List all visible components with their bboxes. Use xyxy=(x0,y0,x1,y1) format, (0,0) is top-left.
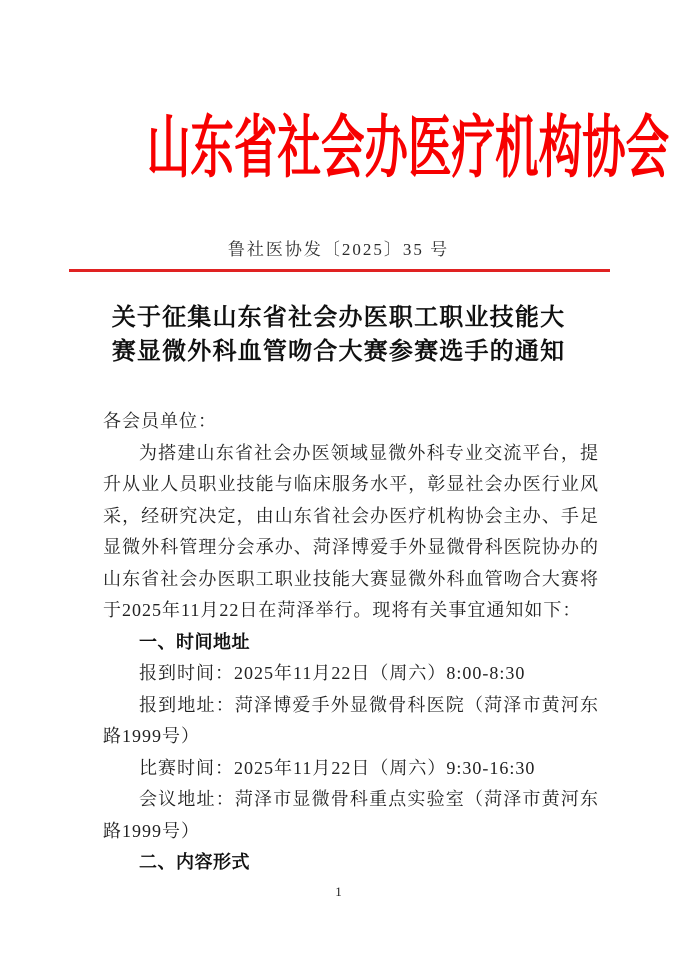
page-number: 1 xyxy=(335,884,342,899)
body-paragraphs xyxy=(103,406,599,879)
association-masthead: 山东省社会办医疗机构协会 xyxy=(146,110,670,186)
registration-time: 报到时间：2025年11月22日（周六）8:00-8:30 xyxy=(139,663,526,683)
section-heading-content-format: 二、内容形式 xyxy=(139,852,250,872)
masthead-row xyxy=(0,110,677,186)
red-divider xyxy=(69,269,610,272)
section-heading-time-place: 一、时间地址 xyxy=(139,631,250,652)
doc-title: 关于征集山东省社会办医职工职业技能大赛显微外科血管吻合大赛参赛选手的通知 xyxy=(111,305,566,365)
intro-paragraph: 为搭建山东省社会办医领域显微外科专业交流平台，提升从业人员职业技能与临床服务水平，彰显社会办医行业风采，经研究决定，由山东省社会办医疗机构协会主办、手足显微外科管理分会承办、菏泽博爱手外显微骨科医院协办的山东省社会办医职工职业技能大赛显微外科血管吻合大赛将于2025年11月22日在菏泽举行。现将有关事宜通知如下： xyxy=(103,442,599,620)
salutation: 各会员单位： xyxy=(103,411,217,431)
meeting-address: 会议地址：菏泽市显微骨科重点实验室（菏泽市黄河东路1999号） xyxy=(103,789,599,841)
competition-time: 比赛时间：2025年11月22日（周六）9:30-16:30 xyxy=(139,757,536,778)
doc-number: 鲁社医协发〔2025〕35 号 xyxy=(227,240,450,259)
registration-address: 报到地址：菏泽博爱手外显微骨科医院（菏泽市黄河东路1999号） xyxy=(103,694,599,746)
